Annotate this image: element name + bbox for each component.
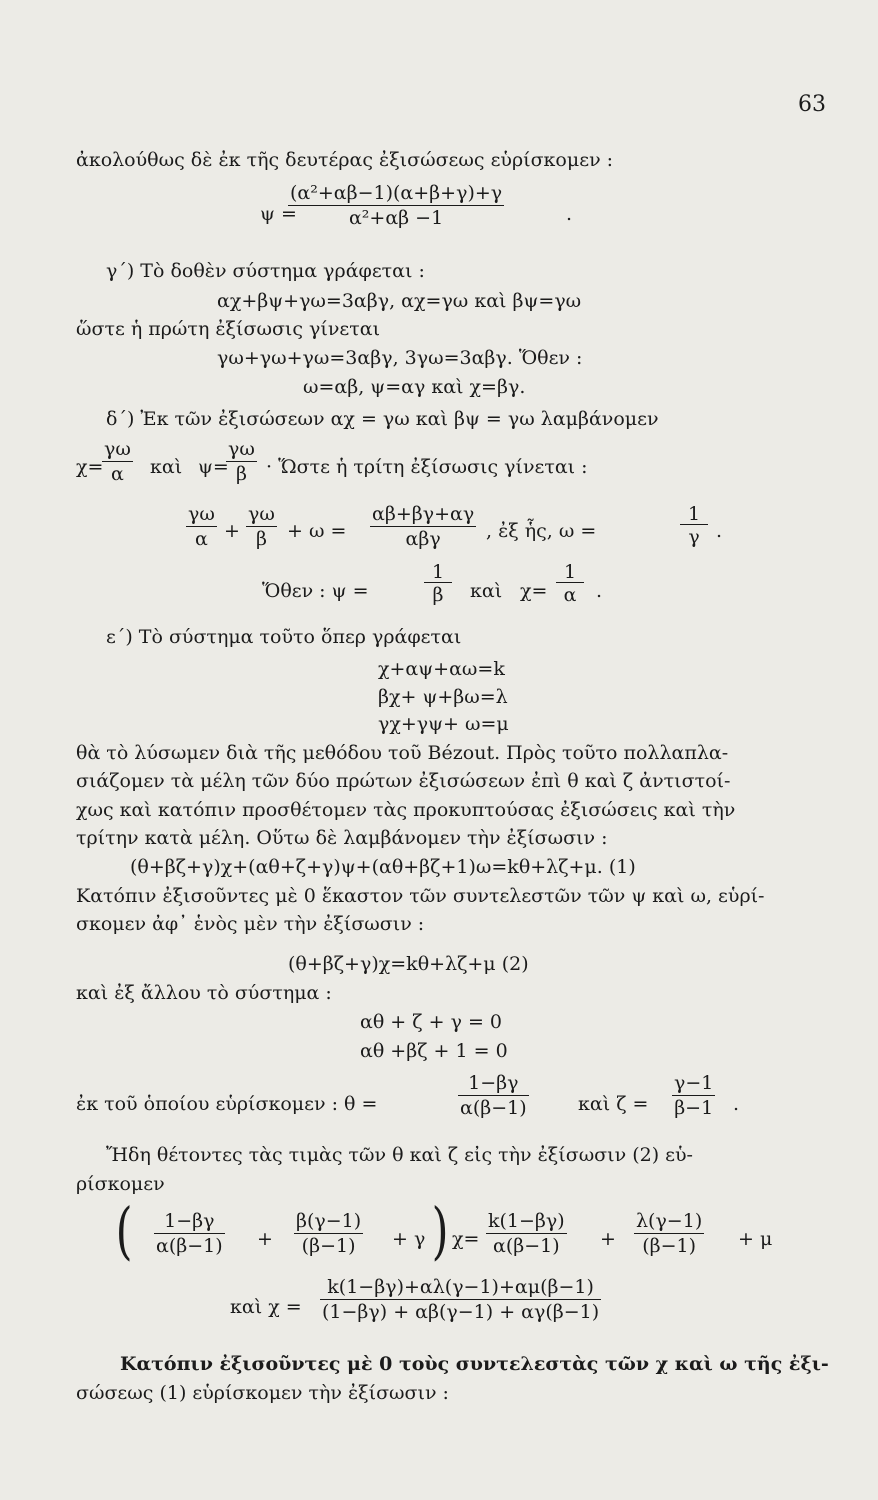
zeta-den: β−1 <box>674 1097 714 1119</box>
equation-2: (θ+βζ+γ)χ=kθ+λζ+μ (2) <box>288 953 529 975</box>
from-which: ἐκ τοῦ ὁποίου εὑρίσκομεν : θ = <box>76 1093 378 1115</box>
theta-den: α(β−1) <box>460 1097 527 1119</box>
big-frac-d <box>634 1212 704 1256</box>
big-plus-1: + <box>257 1228 273 1250</box>
psi-numerator: (α²+αβ−1)(α+β+γ)+γ <box>290 182 503 204</box>
big-b-den: (β−1) <box>301 1235 356 1257</box>
section-e-label: ε΄) Τὸ σύστημα τοῦτο ὅπερ γράφεται <box>106 626 462 648</box>
system-a: αθ + ζ + γ = 0 <box>360 1011 503 1033</box>
dot-3: . <box>733 1093 740 1115</box>
psi-lhs: ψ = <box>260 203 297 225</box>
big-plus-2: + <box>600 1228 616 1250</box>
system-intro: καὶ ἐξ ἄλλου τὸ σύστημα : <box>76 982 332 1004</box>
kai-chi: καὶ χ = <box>230 1296 302 1318</box>
system-eq-1: χ+αψ+αω=k <box>378 658 505 680</box>
eq-frac-2-den: β <box>255 528 267 550</box>
big-a-num: 1−βγ <box>154 1212 225 1234</box>
kai-word-2: καὶ <box>470 580 503 602</box>
eq-frac-2-num: γω <box>248 503 275 525</box>
eq-frac-4-den: γ <box>688 526 700 548</box>
big-plus-mu: + μ <box>738 1228 773 1250</box>
para1-line3: χως καὶ κατόπιν προσθέτομεν τὰς προκυπτούσας ἐξισώσεις καὶ τὴν <box>76 799 736 821</box>
psi-lhs-d: ψ= <box>198 456 229 478</box>
big-c-den: α(β−1) <box>493 1235 560 1257</box>
othen-psi: Ὅθεν : ψ = <box>262 580 369 602</box>
intro-line: ἀκολούθως δὲ ἐκ τῆς δευτέρας ἐξισώσεως εὑρίσκομεν : <box>76 149 614 171</box>
chi-final-fraction <box>320 1278 601 1322</box>
dot-2: . <box>596 580 603 602</box>
para4-line1: Κατόπιν ἐξισοῦντες μὲ 0 τοὺς συντελεστὰς τῶν χ καὶ ω τῆς ἐξι- <box>120 1353 829 1375</box>
big-b-num: β(γ−1) <box>296 1210 362 1232</box>
result-frac-1 <box>424 563 452 605</box>
ex-hs: , ἐξ ἧς, ω = <box>486 520 597 542</box>
psi-d-numerator: γω <box>228 438 255 460</box>
plus-omega-eq: + ω = <box>287 520 347 542</box>
big-a-den: α(β−1) <box>156 1235 223 1257</box>
big-chi-eq: χ= <box>452 1228 480 1250</box>
system-eq-3: γχ+γψ+ ω=μ <box>378 713 509 735</box>
para2-line2: σκομεν ἀφ᾽ ἑνὸς μὲν τὴν ἐξίσωσιν : <box>76 913 425 935</box>
result-1-num: 1 <box>424 563 452 583</box>
zeta-fraction <box>672 1074 715 1118</box>
eq-frac-3 <box>370 505 476 549</box>
dot: . <box>716 520 723 542</box>
chi-eq: χ= <box>520 580 548 602</box>
psi-fraction <box>288 184 504 228</box>
result-2-num: 1 <box>556 563 584 583</box>
big-plus-gamma: + γ <box>392 1228 426 1250</box>
section-c-eq3: ω=αβ, ψ=αγ καὶ χ=βγ. <box>303 376 526 398</box>
system-eq-2: βχ+ ψ+βω=λ <box>378 686 508 708</box>
section-c-eq1: αχ+βψ+γω=3αβγ, αχ=γω καὶ βψ=γω <box>217 290 582 312</box>
para4-line2: σώσεως (1) εὑρίσκομεν τὴν ἐξίσωσιν : <box>76 1382 449 1404</box>
para1-line4: τρίτην κατὰ μέλη. Οὕτω δὲ λαμβάνομεν τὴν ἐξίσωσιν : <box>76 827 608 849</box>
psi-d-denominator: β <box>235 463 247 485</box>
big-frac-a <box>154 1212 225 1256</box>
system-b: αθ +βζ + 1 = 0 <box>360 1040 508 1062</box>
para1-line1: θὰ τὸ λύσωμεν διὰ τῆς μεθόδου τοῦ Bézout. Πρὸς τοῦτο πολλαπλα- <box>76 742 729 764</box>
eq-frac-1-den: α <box>195 528 208 550</box>
result-frac-2 <box>556 563 584 605</box>
eq-frac-4-num: 1 <box>680 505 708 525</box>
big-frac-b <box>294 1212 363 1256</box>
psi-end: . <box>566 203 573 225</box>
section-d-rest: · Ὥστε ἡ τρίτη ἐξίσωσις γίνεται : <box>266 456 588 478</box>
big-c-num: k(1−βγ) <box>488 1210 565 1232</box>
eq-frac-1 <box>186 505 217 549</box>
theta-num: 1−βγ <box>458 1074 529 1096</box>
section-c-line2: ὥστε ἡ πρώτη ἐξίσωσις γίνεται <box>76 318 381 340</box>
psi-denominator: α²+αβ −1 <box>348 207 444 229</box>
kai-zeta: καὶ ζ = <box>578 1093 649 1115</box>
equation-1: (θ+βζ+γ)χ+(αθ+ζ+γ)ψ+(αθ+βζ+1)ω=kθ+λζ+μ. (1) <box>130 856 636 878</box>
para3-line1: Ἤδη θέτοντες τὰς τιμὰς τῶν θ καὶ ζ εἰς τὴν ἐξίσωσιν (2) εὑ- <box>106 1144 693 1166</box>
para2-line1: Κατόπιν ἐξισοῦντες μὲ 0 ἕκαστον τῶν συντελεστῶν τῶν ψ καὶ ω, εὑρί- <box>76 885 765 907</box>
eq-frac-2 <box>246 505 277 549</box>
chi-final-num: k(1−βγ)+αλ(γ−1)+αμ(β−1) <box>320 1278 601 1300</box>
theta-fraction <box>458 1074 529 1118</box>
section-c-eq2: γω+γω+γω=3αβγ, 3γω=3αβγ. Ὅθεν : <box>217 347 583 369</box>
page-number: 63 <box>798 92 826 117</box>
section-c-label: γ΄) Τὸ δοθὲν σύστημα γράφεται : <box>106 260 425 282</box>
result-2-den: α <box>563 584 577 606</box>
big-frac-c <box>486 1212 567 1256</box>
section-d-label: δ΄) Ἐκ τῶν ἐξισώσεων αχ = γω καὶ βψ = γω λαμβάνομεν <box>106 408 659 430</box>
plus-sign: + <box>224 520 240 542</box>
chi-final-den: (1−βγ) + αβ(γ−1) + αγ(β−1) <box>322 1301 600 1323</box>
para1-line2: σιάζομεν τὰ μέλη τῶν δύο πρώτων ἐξισώσεων ἐπὶ θ καὶ ζ ἀντιστοί- <box>76 770 731 792</box>
left-paren: ( <box>115 1194 133 1267</box>
result-1-den: β <box>432 584 444 606</box>
psi-fraction-d <box>226 440 257 484</box>
right-paren: ) <box>431 1194 449 1267</box>
para3-line2: ρίσκομεν <box>76 1173 165 1195</box>
chi-lhs: χ= <box>76 456 104 478</box>
zeta-num: γ−1 <box>674 1072 714 1094</box>
chi-numerator: γω <box>104 438 131 460</box>
chi-fraction <box>102 440 133 484</box>
eq-frac-3-num: αβ+βγ+αγ <box>372 503 475 525</box>
eq-frac-3-den: αβγ <box>405 528 441 550</box>
eq-frac-1-num: γω <box>188 503 215 525</box>
chi-denominator: α <box>111 463 124 485</box>
big-d-den: (β−1) <box>642 1235 697 1257</box>
eq-frac-4 <box>680 505 708 547</box>
big-d-num: λ(γ−1) <box>636 1210 703 1232</box>
kai-word: καὶ <box>150 456 183 478</box>
